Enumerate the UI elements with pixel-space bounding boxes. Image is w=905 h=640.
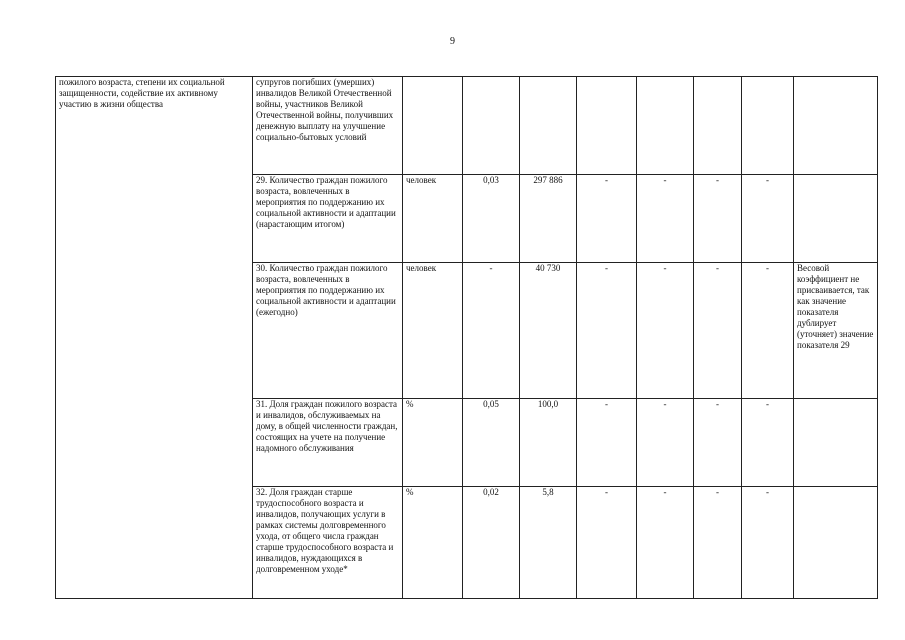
col-cell: - <box>694 487 742 599</box>
col-cell: - <box>694 263 742 399</box>
col-cell: - <box>637 263 694 399</box>
unit-cell: % <box>403 399 463 487</box>
col-cell <box>577 77 637 175</box>
col-cell: - <box>577 263 637 399</box>
col-cell: - <box>577 487 637 599</box>
col-cell: - <box>577 399 637 487</box>
col-cell <box>637 77 694 175</box>
value-cell: 40 730 <box>520 263 577 399</box>
indicators-table <box>55 76 878 599</box>
note-cell: Весовой коэффициент не присваивается, так как значение показателя дублирует (уточняет) значение показателя 29 <box>794 263 878 399</box>
note-cell <box>794 399 878 487</box>
unit-cell <box>403 77 463 175</box>
col-cell: - <box>637 175 694 263</box>
weight-cell: 0,03 <box>463 175 520 263</box>
col-cell: - <box>742 487 794 599</box>
col-cell: - <box>637 399 694 487</box>
weight-cell: 0,05 <box>463 399 520 487</box>
note-cell <box>794 77 878 175</box>
unit-cell: человек <box>403 263 463 399</box>
note-cell <box>794 487 878 599</box>
value-cell <box>520 77 577 175</box>
col-cell: - <box>694 175 742 263</box>
unit-cell: % <box>403 487 463 599</box>
col-cell: - <box>577 175 637 263</box>
indicator-cell: 32. Доля граждан старше трудоспособного возраста и инвалидов, получающих услуги в рамках системы долговременного ухода, от общего числа граждан старше трудоспособного возраста и инвалидов, нуждающихся в долговременном уходе* <box>253 487 403 599</box>
col-cell: - <box>637 487 694 599</box>
col-cell: - <box>742 175 794 263</box>
col-cell: - <box>742 263 794 399</box>
value-cell: 5,8 <box>520 487 577 599</box>
unit-cell: человек <box>403 175 463 263</box>
value-cell: 297 886 <box>520 175 577 263</box>
col-cell: - <box>694 399 742 487</box>
col-cell <box>694 77 742 175</box>
value-cell: 100,0 <box>520 399 577 487</box>
indicator-cell: 30. Количество граждан пожилого возраста, вовлеченных в мероприятия по поддержанию их социальной активности и адаптации (ежегодно) <box>253 263 403 399</box>
table-row <box>56 77 878 175</box>
note-cell <box>794 175 878 263</box>
indicator-cell: супругов погибших (умерших) инвалидов Великой Отечественной войны, участников Великой Отечественной войны, получивших денежную выплату на улучшение социально-бытовых условий <box>253 77 403 175</box>
col-cell: - <box>742 399 794 487</box>
col-cell <box>742 77 794 175</box>
weight-cell: 0,02 <box>463 487 520 599</box>
weight-cell <box>463 77 520 175</box>
page-number: 9 <box>450 36 455 47</box>
indicator-cell: 31. Доля граждан пожилого возраста и инвалидов, обслуживаемых на дому, в общей численности граждан, состоящих на учете на получение надомного обслуживания <box>253 399 403 487</box>
indicator-cell: 29. Количество граждан пожилого возраста, вовлеченных в мероприятия по поддержанию их социальной активности и адаптации (нарастающим итогом) <box>253 175 403 263</box>
goal-cell: пожилого возраста, степени их социальной защищенности, содействие их активному участию в жизни общества <box>56 77 253 599</box>
weight-cell: - <box>463 263 520 399</box>
